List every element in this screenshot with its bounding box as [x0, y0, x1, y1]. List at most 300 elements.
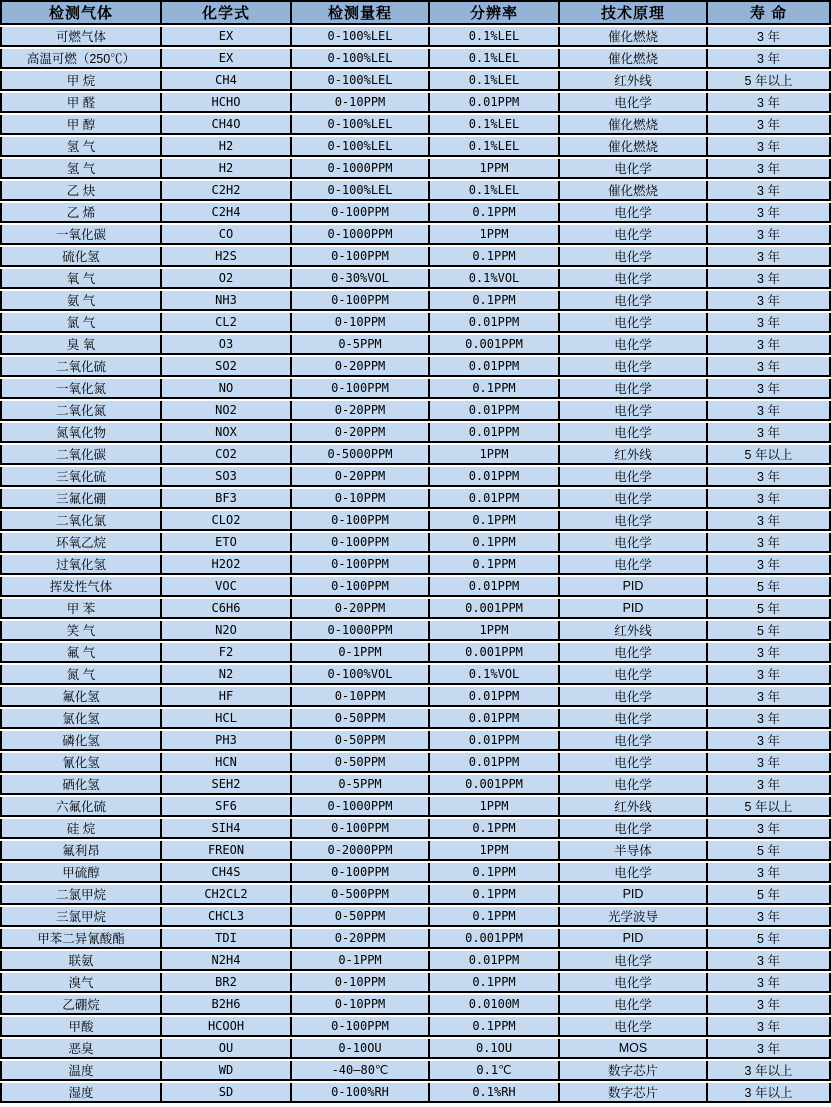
resolution-cell: 0.001PPM [430, 335, 560, 355]
resolution-cell: 0.1%RH [430, 1083, 560, 1103]
gas-name-cell: 乙硼烷 [0, 995, 162, 1015]
resolution-cell: 0.01PPM [430, 93, 560, 113]
lifespan-cell: 3 年 [708, 159, 831, 179]
lifespan-cell: 3 年 [708, 511, 831, 531]
principle-cell: 催化燃烧 [560, 27, 708, 47]
lifespan-cell: 5 年以上 [708, 445, 831, 465]
resolution-cell: 0.1PPM [430, 863, 560, 883]
gas-name-cell: 乙 烯 [0, 203, 162, 223]
range-cell: 0-10PPM [292, 687, 430, 707]
resolution-cell: 0.1PPM [430, 247, 560, 267]
gas-name-cell: 硅 烷 [0, 819, 162, 839]
principle-cell: 半导体 [560, 841, 708, 861]
lifespan-cell: 3 年 [708, 687, 831, 707]
principle-cell: 电化学 [560, 203, 708, 223]
formula-cell: CH4S [162, 863, 292, 883]
table-row [0, 907, 831, 927]
lifespan-cell: 3 年 [708, 313, 831, 333]
gas-name-cell: 甲 烷 [0, 71, 162, 91]
gas-name-cell: 笑 气 [0, 621, 162, 641]
principle-cell: 电化学 [560, 709, 708, 729]
formula-cell: O3 [162, 335, 292, 355]
gas-name-cell: 一氧化氮 [0, 379, 162, 399]
principle-cell: 催化燃烧 [560, 115, 708, 135]
range-cell: 0-100PPM [292, 863, 430, 883]
range-cell: 0-1PPM [292, 951, 430, 971]
table-row [0, 775, 831, 795]
resolution-cell: 0.001PPM [430, 929, 560, 949]
range-cell: 0-1000PPM [292, 225, 430, 245]
gas-name-cell: 硫化氢 [0, 247, 162, 267]
formula-cell: C6H6 [162, 599, 292, 619]
range-cell: 0-100PPM [292, 577, 430, 597]
principle-cell: 电化学 [560, 995, 708, 1015]
range-cell: 0-100PPM [292, 1017, 430, 1037]
formula-cell: WD [162, 1061, 292, 1081]
lifespan-cell: 3 年 [708, 115, 831, 135]
table-row [0, 841, 831, 861]
resolution-cell: 0.01PPM [430, 489, 560, 509]
lifespan-cell: 3 年 [708, 973, 831, 993]
table-row [0, 225, 831, 245]
lifespan-cell: 3 年 [708, 665, 831, 685]
formula-cell: ETO [162, 533, 292, 553]
gas-name-cell: 氟利昂 [0, 841, 162, 861]
principle-cell: 电化学 [560, 159, 708, 179]
formula-cell: N2O [162, 621, 292, 641]
resolution-cell: 0.01PPM [430, 687, 560, 707]
range-cell: 0-20PPM [292, 401, 430, 421]
range-cell: 0-100PPM [292, 819, 430, 839]
table-row [0, 401, 831, 421]
table-row [0, 313, 831, 333]
range-cell: 0-20PPM [292, 357, 430, 377]
principle-cell: PID [560, 929, 708, 949]
formula-cell: SEH2 [162, 775, 292, 795]
formula-cell: C2H2 [162, 181, 292, 201]
gas-name-cell: 温度 [0, 1061, 162, 1081]
formula-cell: HCN [162, 753, 292, 773]
lifespan-cell: 3 年以上 [708, 1083, 831, 1103]
resolution-cell: 0.1PPM [430, 291, 560, 311]
column-header-formula: 化学式 [162, 0, 292, 25]
table-row [0, 137, 831, 157]
gas-name-cell: 氰化氢 [0, 753, 162, 773]
table-row [0, 357, 831, 377]
range-cell: 0-100%LEL [292, 115, 430, 135]
resolution-cell: 0.01PPM [430, 753, 560, 773]
gas-name-cell: 三氯甲烷 [0, 907, 162, 927]
lifespan-cell: 3 年 [708, 137, 831, 157]
formula-cell: SIH4 [162, 819, 292, 839]
table-row [0, 1017, 831, 1037]
principle-cell: 电化学 [560, 731, 708, 751]
lifespan-cell: 5 年 [708, 885, 831, 905]
lifespan-cell: 3 年 [708, 401, 831, 421]
resolution-cell: 0.01PPM [430, 357, 560, 377]
resolution-cell: 0.01PPM [430, 313, 560, 333]
table-row [0, 621, 831, 641]
table-row [0, 93, 831, 113]
table-row [0, 555, 831, 575]
table-row [0, 951, 831, 971]
formula-cell: CL2 [162, 313, 292, 333]
principle-cell: PID [560, 599, 708, 619]
gas-name-cell: 氟化氢 [0, 687, 162, 707]
gas-name-cell: 挥发性气体 [0, 577, 162, 597]
table-row [0, 533, 831, 553]
table-row [0, 489, 831, 509]
formula-cell: OU [162, 1039, 292, 1059]
gas-name-cell: 氯化氢 [0, 709, 162, 729]
principle-cell: 电化学 [560, 643, 708, 663]
formula-cell: H2O2 [162, 555, 292, 575]
gas-name-cell: 氯 气 [0, 313, 162, 333]
formula-cell: EX [162, 49, 292, 69]
principle-cell: 电化学 [560, 247, 708, 267]
gas-name-cell: 臭 氧 [0, 335, 162, 355]
gas-name-cell: 硒化氢 [0, 775, 162, 795]
principle-cell: 电化学 [560, 555, 708, 575]
gas-name-cell: 甲 醇 [0, 115, 162, 135]
range-cell: 0-10OU [292, 1039, 430, 1059]
formula-cell: CHCL3 [162, 907, 292, 927]
formula-cell: CH4 [162, 71, 292, 91]
formula-cell: VOC [162, 577, 292, 597]
table-body [0, 27, 831, 1103]
principle-cell: 电化学 [560, 401, 708, 421]
principle-cell: 电化学 [560, 533, 708, 553]
resolution-cell: 0.01PPM [430, 401, 560, 421]
range-cell: 0-100%LEL [292, 137, 430, 157]
lifespan-cell: 3 年 [708, 49, 831, 69]
lifespan-cell: 3 年 [708, 863, 831, 883]
table-row [0, 797, 831, 817]
range-cell: 0-100PPM [292, 291, 430, 311]
lifespan-cell: 5 年 [708, 599, 831, 619]
principle-cell: 电化学 [560, 973, 708, 993]
range-cell: 0-100%RH [292, 1083, 430, 1103]
principle-cell: PID [560, 885, 708, 905]
gas-name-cell: 二氧化碳 [0, 445, 162, 465]
lifespan-cell: 5 年以上 [708, 71, 831, 91]
gas-name-cell: 一氧化碳 [0, 225, 162, 245]
column-header-gas-name: 检测气体 [0, 0, 162, 25]
table-row [0, 467, 831, 487]
formula-cell: NOX [162, 423, 292, 443]
resolution-cell: 0.1PPM [430, 203, 560, 223]
gas-name-cell: 甲硫醇 [0, 863, 162, 883]
resolution-cell: 0.01PPM [430, 731, 560, 751]
principle-cell: 电化学 [560, 313, 708, 333]
resolution-cell: 1PPM [430, 797, 560, 817]
principle-cell: 光学波导 [560, 907, 708, 927]
range-cell: 0-10PPM [292, 313, 430, 333]
table-row [0, 335, 831, 355]
lifespan-cell: 5 年 [708, 841, 831, 861]
table-row [0, 159, 831, 179]
formula-cell: F2 [162, 643, 292, 663]
principle-cell: 电化学 [560, 863, 708, 883]
resolution-cell: 0.1PPM [430, 1017, 560, 1037]
resolution-cell: 0.1%LEL [430, 27, 560, 47]
range-cell: 0-100PPM [292, 555, 430, 575]
table-row [0, 687, 831, 707]
formula-cell: SD [162, 1083, 292, 1103]
gas-name-cell: 六氟化硫 [0, 797, 162, 817]
range-cell: 0-20PPM [292, 599, 430, 619]
principle-cell: 催化燃烧 [560, 49, 708, 69]
table-row [0, 27, 831, 47]
formula-cell: BR2 [162, 973, 292, 993]
gas-name-cell: 过氧化氢 [0, 555, 162, 575]
lifespan-cell: 3 年 [708, 533, 831, 553]
table-row [0, 71, 831, 91]
principle-cell: 电化学 [560, 291, 708, 311]
table-row [0, 643, 831, 663]
range-cell: 0-5000PPM [292, 445, 430, 465]
principle-cell: 电化学 [560, 665, 708, 685]
range-cell: 0-500PPM [292, 885, 430, 905]
gas-name-cell: 磷化氢 [0, 731, 162, 751]
gas-name-cell: 二氧化硫 [0, 357, 162, 377]
table-row [0, 445, 831, 465]
principle-cell: 电化学 [560, 1017, 708, 1037]
principle-cell: 电化学 [560, 269, 708, 289]
gas-name-cell: 环氧乙烷 [0, 533, 162, 553]
formula-cell: N2 [162, 665, 292, 685]
principle-cell: 数字芯片 [560, 1061, 708, 1081]
principle-cell: 电化学 [560, 379, 708, 399]
resolution-cell: 0.1PPM [430, 555, 560, 575]
principle-cell: 电化学 [560, 335, 708, 355]
formula-cell: HCHO [162, 93, 292, 113]
formula-cell: NO2 [162, 401, 292, 421]
table-row [0, 203, 831, 223]
lifespan-cell: 3 年 [708, 423, 831, 443]
principle-cell: 红外线 [560, 445, 708, 465]
principle-cell: MOS [560, 1039, 708, 1059]
lifespan-cell: 3 年 [708, 709, 831, 729]
gas-name-cell: 氨 气 [0, 291, 162, 311]
principle-cell: 电化学 [560, 951, 708, 971]
range-cell: 0-100PPM [292, 533, 430, 553]
lifespan-cell: 3 年 [708, 93, 831, 113]
range-cell: 0-50PPM [292, 753, 430, 773]
lifespan-cell: 3 年 [708, 907, 831, 927]
table-row [0, 973, 831, 993]
principle-cell: 电化学 [560, 467, 708, 487]
formula-cell: C2H4 [162, 203, 292, 223]
resolution-cell: 0.001PPM [430, 775, 560, 795]
range-cell: 0-1000PPM [292, 159, 430, 179]
range-cell: 0-50PPM [292, 731, 430, 751]
resolution-cell: 0.1PPM [430, 379, 560, 399]
resolution-cell: 1PPM [430, 159, 560, 179]
gas-name-cell: 甲苯二异氰酸酯 [0, 929, 162, 949]
lifespan-cell: 3 年 [708, 819, 831, 839]
formula-cell: NH3 [162, 291, 292, 311]
lifespan-cell: 5 年 [708, 577, 831, 597]
range-cell: 0-100PPM [292, 511, 430, 531]
table-row [0, 115, 831, 135]
gas-name-cell: 二氧化氮 [0, 401, 162, 421]
formula-cell: SO2 [162, 357, 292, 377]
lifespan-cell: 3 年 [708, 335, 831, 355]
formula-cell: TDI [162, 929, 292, 949]
range-cell: 0-100PPM [292, 203, 430, 223]
principle-cell: 红外线 [560, 797, 708, 817]
lifespan-cell: 3 年 [708, 731, 831, 751]
resolution-cell: 0.1%LEL [430, 115, 560, 135]
range-cell: 0-10PPM [292, 995, 430, 1015]
principle-cell: 催化燃烧 [560, 137, 708, 157]
principle-cell: 催化燃烧 [560, 181, 708, 201]
table-row [0, 291, 831, 311]
table-row [0, 995, 831, 1015]
lifespan-cell: 3 年 [708, 269, 831, 289]
range-cell: 0-10PPM [292, 489, 430, 509]
column-header-lifespan: 寿 命 [708, 0, 831, 25]
table-row [0, 577, 831, 597]
table-row [0, 423, 831, 443]
column-header-principle: 技术原理 [560, 0, 708, 25]
principle-cell: 电化学 [560, 687, 708, 707]
gas-name-cell: 氧 气 [0, 269, 162, 289]
resolution-cell: 0.01PPM [430, 577, 560, 597]
principle-cell: 电化学 [560, 93, 708, 113]
formula-cell: PH3 [162, 731, 292, 751]
lifespan-cell: 3 年 [708, 467, 831, 487]
formula-cell: SF6 [162, 797, 292, 817]
formula-cell: HF [162, 687, 292, 707]
table-row [0, 753, 831, 773]
resolution-cell: 0.01PPM [430, 951, 560, 971]
resolution-cell: 0.001PPM [430, 643, 560, 663]
column-header-range: 检测量程 [292, 0, 430, 25]
formula-cell: CH4O [162, 115, 292, 135]
resolution-cell: 0.1%LEL [430, 71, 560, 91]
range-cell: 0-20PPM [292, 423, 430, 443]
table-row [0, 49, 831, 69]
formula-cell: H2S [162, 247, 292, 267]
range-cell: 0-100PPM [292, 247, 430, 267]
lifespan-cell: 3 年 [708, 995, 831, 1015]
gas-name-cell: 高温可燃（250℃） [0, 49, 162, 69]
lifespan-cell: 5 年以上 [708, 797, 831, 817]
principle-cell: 电化学 [560, 511, 708, 531]
table-row [0, 247, 831, 267]
formula-cell: H2 [162, 137, 292, 157]
lifespan-cell: 3 年 [708, 753, 831, 773]
resolution-cell: 0.01PPM [430, 467, 560, 487]
lifespan-cell: 3 年 [708, 1039, 831, 1059]
resolution-cell: 0.1%VOL [430, 665, 560, 685]
principle-cell: 红外线 [560, 621, 708, 641]
principle-cell: 电化学 [560, 357, 708, 377]
range-cell: 0-20PPM [292, 467, 430, 487]
principle-cell: 电化学 [560, 225, 708, 245]
table-row [0, 1061, 831, 1081]
gas-name-cell: 恶臭 [0, 1039, 162, 1059]
gas-name-cell: 湿度 [0, 1083, 162, 1103]
range-cell: 0-30%VOL [292, 269, 430, 289]
formula-cell: CH2CL2 [162, 885, 292, 905]
lifespan-cell: 3 年 [708, 379, 831, 399]
gas-name-cell: 氢 气 [0, 137, 162, 157]
table-row [0, 511, 831, 531]
resolution-cell: 0.1OU [430, 1039, 560, 1059]
formula-cell: EX [162, 27, 292, 47]
gas-name-cell: 氟 气 [0, 643, 162, 663]
range-cell: 0-5PPM [292, 775, 430, 795]
gas-name-cell: 联氨 [0, 951, 162, 971]
gas-name-cell: 三氧化硫 [0, 467, 162, 487]
lifespan-cell: 3 年 [708, 247, 831, 267]
range-cell: 0-100%LEL [292, 49, 430, 69]
formula-cell: HCOOH [162, 1017, 292, 1037]
formula-cell: N2H4 [162, 951, 292, 971]
resolution-cell: 0.0100M [430, 995, 560, 1015]
formula-cell: SO3 [162, 467, 292, 487]
table-row [0, 819, 831, 839]
resolution-cell: 1PPM [430, 621, 560, 641]
range-cell: 0-100%LEL [292, 181, 430, 201]
lifespan-cell: 3 年 [708, 1017, 831, 1037]
range-cell: -40—80℃ [292, 1061, 430, 1081]
table-row [0, 885, 831, 905]
resolution-cell: 1PPM [430, 225, 560, 245]
lifespan-cell: 5 年 [708, 929, 831, 949]
formula-cell: BF3 [162, 489, 292, 509]
range-cell: 0-1000PPM [292, 797, 430, 817]
lifespan-cell: 3 年 [708, 181, 831, 201]
formula-cell: HCL [162, 709, 292, 729]
lifespan-cell: 3 年 [708, 225, 831, 245]
lifespan-cell: 3 年 [708, 775, 831, 795]
resolution-cell: 0.001PPM [430, 599, 560, 619]
resolution-cell: 0.1PPM [430, 885, 560, 905]
lifespan-cell: 3 年 [708, 357, 831, 377]
principle-cell: 电化学 [560, 775, 708, 795]
range-cell: 0-100%LEL [292, 71, 430, 91]
gas-name-cell: 乙 炔 [0, 181, 162, 201]
resolution-cell: 0.1PPM [430, 907, 560, 927]
table-row [0, 731, 831, 751]
gas-name-cell: 可燃气体 [0, 27, 162, 47]
gas-name-cell: 氮氧化物 [0, 423, 162, 443]
gas-name-cell: 氮 气 [0, 665, 162, 685]
resolution-cell: 0.1PPM [430, 533, 560, 553]
resolution-cell: 0.01PPM [430, 709, 560, 729]
formula-cell: CLO2 [162, 511, 292, 531]
range-cell: 0-100%VOL [292, 665, 430, 685]
table-row [0, 599, 831, 619]
lifespan-cell: 3 年 [708, 291, 831, 311]
gas-name-cell: 甲酸 [0, 1017, 162, 1037]
table-row [0, 181, 831, 201]
gas-name-cell: 氢 气 [0, 159, 162, 179]
table-row [0, 1083, 831, 1103]
resolution-cell: 0.1%VOL [430, 269, 560, 289]
resolution-cell: 0.1PPM [430, 511, 560, 531]
table-row [0, 379, 831, 399]
lifespan-cell: 3 年 [708, 203, 831, 223]
gas-name-cell: 甲 苯 [0, 599, 162, 619]
lifespan-cell: 3 年 [708, 27, 831, 47]
lifespan-cell: 3 年 [708, 555, 831, 575]
gas-name-cell: 溴气 [0, 973, 162, 993]
